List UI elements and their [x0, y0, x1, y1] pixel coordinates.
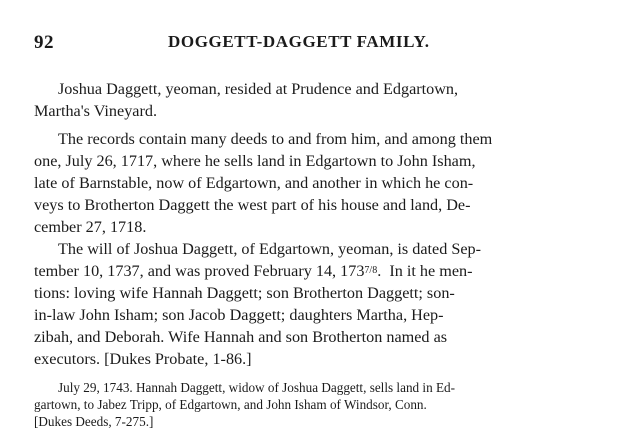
- page-header: [0, 0, 640, 60]
- body-line: executors. [Dukes Probate, 1-86.]: [34, 350, 252, 368]
- body-line: tions: loving wife Hannah Daggett; son Brotherton Daggett; son-: [34, 284, 455, 302]
- body-line: zibah, and Deborah. Wife Hannah and son Brotherton named as: [34, 328, 448, 346]
- mentions-text: In it he men-: [389, 262, 473, 280]
- body-line: tember 10, 1737, and was proved February 14, 1737/8. In it he men-: [34, 262, 473, 280]
- body-line: Joshua Daggett, yeoman, resided at Prudence and Edgartown,: [58, 80, 459, 98]
- footnote-line: July 29, 1743. Hannah Daggett, widow of Joshua Daggett, sells land in Ed-: [58, 380, 456, 395]
- page-number: 92: [34, 32, 54, 53]
- body-line: Martha's Vineyard.: [34, 102, 158, 120]
- footnote-line: gartown, to Jabez Tripp, of Edgartown, and John Isham of Windsor, Conn.: [34, 397, 427, 412]
- body-line: one, July 26, 1717, where he sells land in Edgartown to John Isham,: [34, 152, 476, 170]
- body-line: veys to Brotherton Daggett the west part of his house and land, De-: [34, 196, 471, 214]
- running-head: DOGGETT-DAGGETT FAMILY.: [168, 32, 430, 51]
- year-fraction: 7/8: [364, 265, 378, 276]
- proved-date-text: tember 10, 1737, and was proved February 14, 173: [34, 262, 365, 280]
- body-line: The will of Joshua Daggett, of Edgartown, yeoman, is dated Sep-: [58, 240, 482, 258]
- body-line: late of Barnstable, now of Edgartown, and another in which he con-: [34, 174, 474, 192]
- body-line: in-law John Isham; son Jacob Daggett; daughters Martha, Hep-: [34, 306, 444, 324]
- footnote-line: [Dukes Deeds, 7-275.]: [34, 414, 154, 429]
- body-line: cember 27, 1718.: [34, 218, 147, 236]
- body-line: The records contain many deeds to and from him, and among them: [58, 130, 493, 148]
